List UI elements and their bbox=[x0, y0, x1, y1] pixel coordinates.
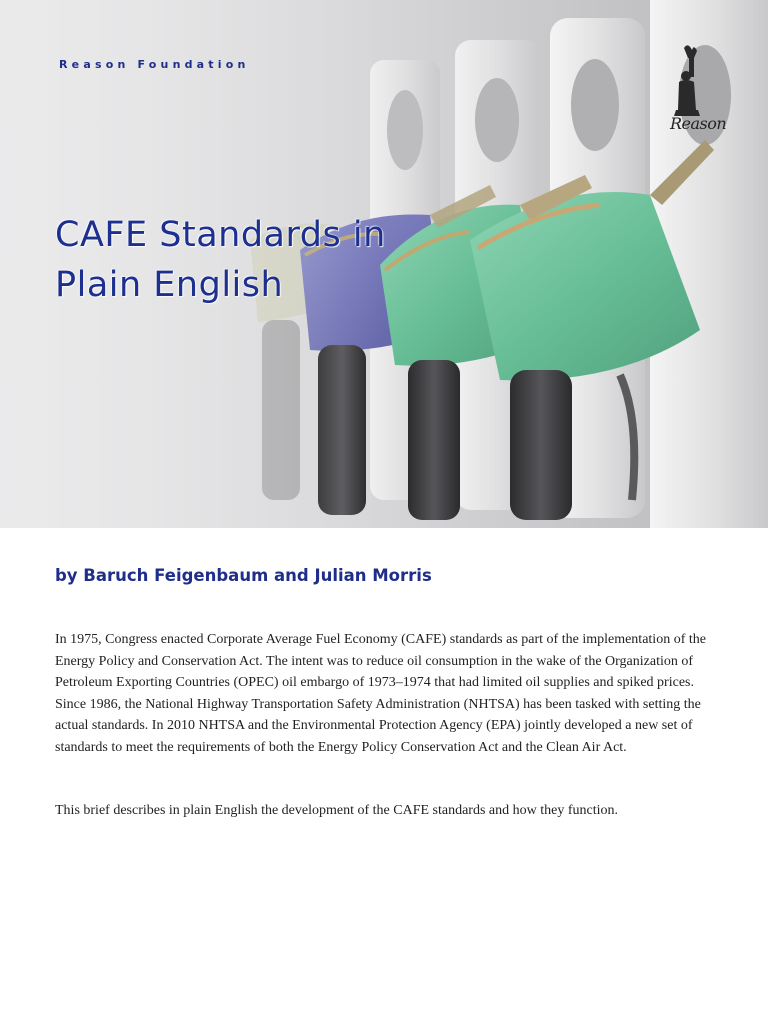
author-byline: by Baruch Feigenbaum and Julian Morris bbox=[55, 566, 432, 585]
organization-name: Reason Foundation bbox=[59, 58, 250, 71]
document-title bbox=[55, 210, 575, 310]
intro-paragraph: In 1975, Congress enacted Corporate Average Fuel Economy (CAFE) standards as part of the implementation of the Energy Policy and Conservation Act. The intent was to reduce oil consumption in the wake of the Organization of Petroleum Exporting Countries (OPEC) oil embargo of 1973–1974 that had limited oil supplies and spiked prices. Since 1986, the National Highway Transportation Safety Administration (NHTSA) has been tasked with setting the actual standards. In 2010 NHTSA and the Environmental Protection Agency (EPA) jointly developed a new set of standards to meet the requirements of both the Energy Policy Conservation Act and the Clean Air Act. bbox=[55, 632, 706, 755]
summary-paragraph: This brief describes in plain English the development of the CAFE standards and how they function. bbox=[55, 803, 618, 818]
title-line-2: Plain English bbox=[55, 265, 284, 305]
title-line-1: CAFE Standards in bbox=[55, 215, 386, 255]
reason-logo-wordmark: Reason bbox=[670, 114, 727, 133]
